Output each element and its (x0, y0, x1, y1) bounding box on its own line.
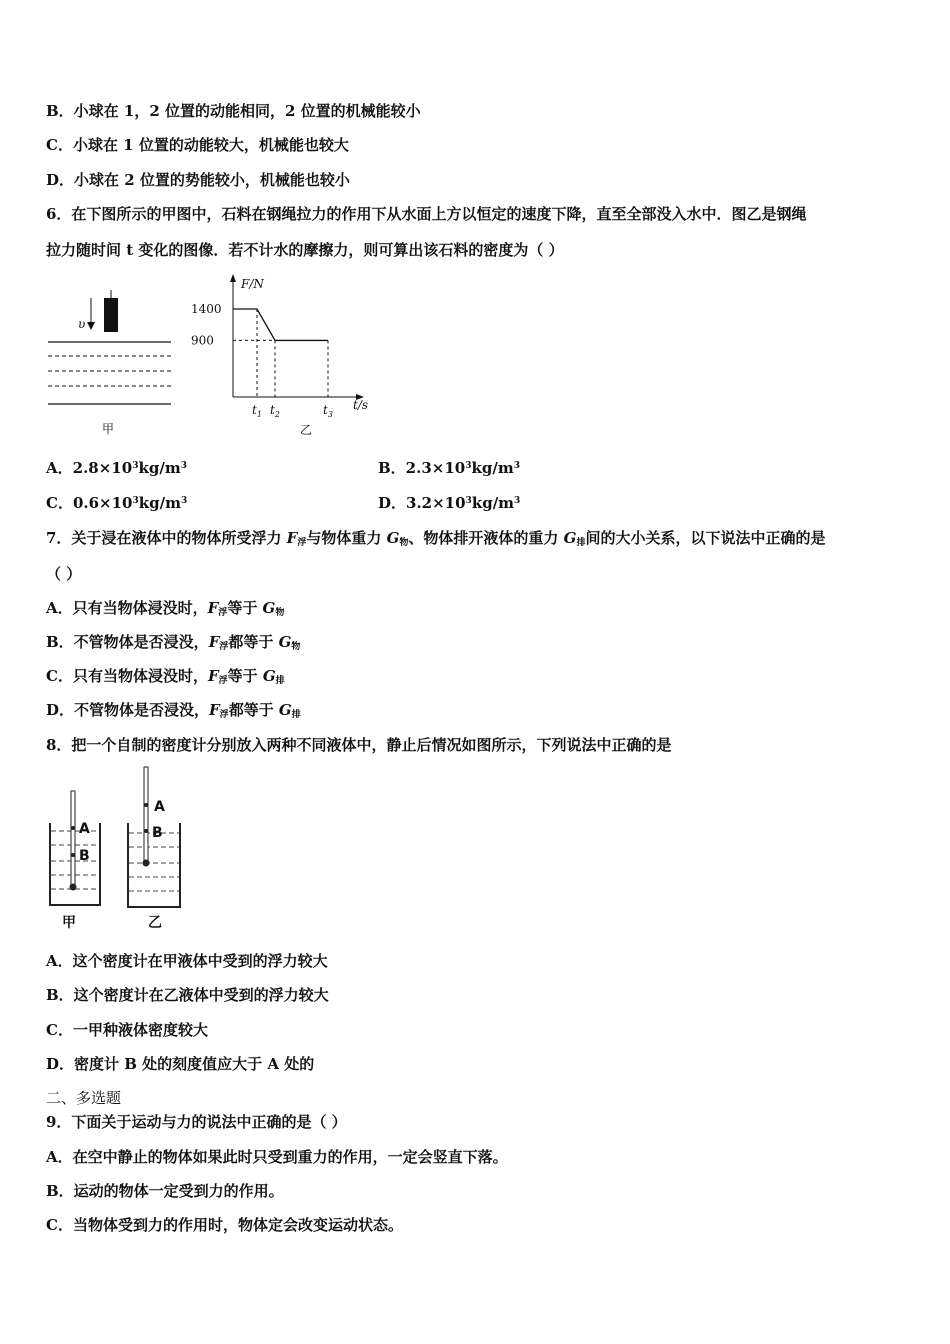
q7-option-d: D．不管物体是否浸没，$F_浮$都等于 $G_排$ (46, 701, 301, 720)
stone-block (104, 298, 118, 332)
q7-option-c: C．只有当物体浸没时，$F_浮$等于 $G_排$ (46, 667, 285, 686)
label-a-jia: A (79, 821, 90, 837)
q6-option-c: C．$0.6\times 10^3kg/m^3$ (46, 494, 188, 512)
x-tick-label: $t_2$ (270, 403, 280, 419)
q8-option-c: C．一甲种液体密度较大 (46, 1021, 208, 1039)
q6-option-a: A．$2.8\times 10^3kg/m^3$ (46, 459, 187, 477)
x-tick-label: $t_1$ (252, 403, 262, 419)
x-axis-label: t/s (353, 398, 369, 412)
velocity-label: υ (78, 317, 86, 331)
q8-figure (44, 765, 194, 935)
q9-stem: 9．下面关于运动与力的说法中正确的是（ ） (46, 1113, 347, 1131)
q6-option-d: D．$3.2\times 10^3kg/m^3$ (378, 494, 521, 512)
q7-paren: （ ） (46, 565, 82, 583)
q6-stem-line1: 6．在下图所示的甲图中，石料在钢绳拉力的作用下从水面上方以恒定的速度下降，直至全部没入水中．图乙是钢绳 (46, 205, 807, 223)
beaker-jia (50, 791, 100, 905)
y-axis-label: F/N (241, 277, 264, 291)
caption-yi: 乙 (148, 915, 162, 931)
y-axis-arrow (230, 274, 236, 282)
label-b-yi: B (152, 825, 163, 841)
velocity-arrow-head (87, 322, 95, 330)
figure-caption-jia: 甲 (102, 422, 115, 436)
q9-option-c: C．当物体受到力的作用时，物体定会改变运动状态。 (46, 1216, 403, 1234)
q7-option-a: A．只有当物体浸没时，$F_浮$等于 $G_物$ (46, 599, 285, 618)
label-b-jia: B (79, 848, 90, 864)
series-line (233, 309, 328, 340)
q5-option-b: B．小球在 1，2 位置的动能相同，2 位置的机械能较小 (46, 102, 421, 120)
q5-option-d: D．小球在 2 位置的势能较小，机械能也较小 (46, 171, 350, 189)
q9-option-a: A．在空中静止的物体如果此时只受到重力的作用，一定会竖直下落。 (46, 1148, 508, 1166)
q8-option-b: B．这个密度计在乙液体中受到的浮力较大 (46, 986, 329, 1004)
q8-stem: 8．把一个自制的密度计分别放入两种不同液体中，静止后情况如图所示，下列说法中正确的是 (46, 736, 672, 754)
label-a-yi: A (154, 799, 165, 815)
section-title: 二、多选题 (46, 1089, 122, 1107)
q6-figure-jia (40, 290, 180, 440)
q9-option-b: B．运动的物体一定受到力的作用。 (46, 1182, 284, 1200)
q8-option-d: D．密度计 B 处的刻度值应大于 A 处的 (46, 1055, 315, 1073)
q7-stem: 7．关于浸在液体中的物体所受浮力 $F_浮$与物体重力 $G_物$、物体排开液体的重力 $G_排$间的大小关系，以下说法中正确的是 (46, 529, 826, 548)
figure-caption-yi: 乙 (300, 423, 313, 437)
x-tick-label: $t_3$ (323, 403, 333, 419)
q8-option-a: A．这个密度计在甲液体中受到的浮力较大 (46, 952, 328, 970)
q6-stem-line2: 拉力随时间 t 变化的图像．若不计水的摩擦力，则可算出该石料的密度为（ ） (46, 241, 564, 259)
y-tick-label: 1400 (191, 302, 222, 316)
q5-option-c: C．小球在 1 位置的动能较大，机械能也较大 (46, 136, 349, 154)
q6-option-b: B．$2.3\times 10^3kg/m^3$ (378, 459, 520, 477)
q6-figure-yi-chart (185, 272, 385, 442)
caption-jia: 甲 (62, 915, 76, 931)
y-tick-label: 900 (191, 333, 214, 348)
q7-option-b: B．不管物体是否浸没，$F_浮$都等于 $G_物$ (46, 633, 301, 652)
